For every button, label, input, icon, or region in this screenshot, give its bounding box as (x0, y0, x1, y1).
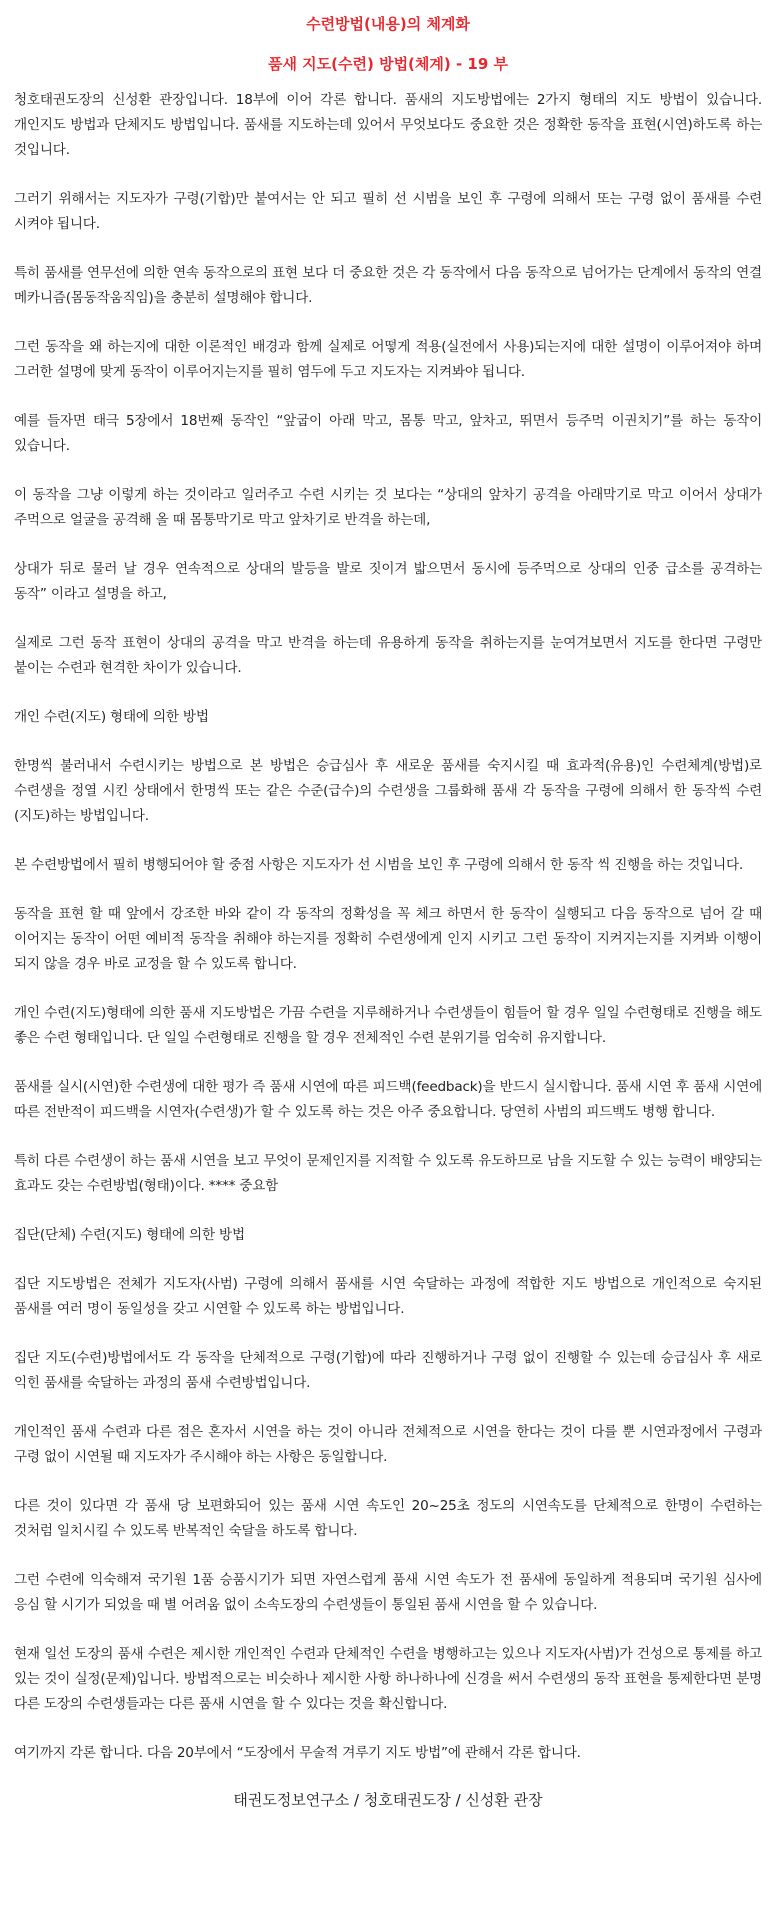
paragraph: 동작을 표현 할 때 앞에서 강조한 바와 같이 각 동작의 정확성을 꼭 체크 하면서 한 동작이 실행되고 다음 동작으로 넘어 갈 때 이어지는 동작이 어떤 예비적 동작을 취해야 하는지를 정확히 수련생에게 인지 시키고 그런 동작이 지켜지는지를 지켜봐 이행이 되지 않을 경우 바로 교정을 할 수 있도록 합니다. (14, 906, 762, 972)
paragraph: 특히 품새를 연무선에 의한 연속 동작으로의 표현 보다 더 중요한 것은 각 동작에서 다음 동작으로 넘어가는 단계에서 동작의 연결 메카니즘(몸동작움직임)을 충분히 설명해야 합니다. (14, 265, 762, 306)
paragraph: 집단 지도(수련)방법에서도 각 동작을 단체적으로 구령(기합)에 따라 진행하거나 구령 없이 진행할 수 있는데 승급심사 후 새로 익힌 품새를 숙달하는 과정의 품새 수련방법입니다. (14, 1350, 762, 1391)
paragraph: 현재 일선 도장의 품새 수련은 제시한 개인적인 수련과 단체적인 수련을 병행하고는 있으나 지도자(사범)가 건성으로 통제를 하고 있는 것이 실정(문제)입니다. 방법적으로는 비슷하나 제시한 사항 하나하나에 신경을 써서 수련생의 동작 표현을 통제한다면 분명 다른 도장의 수련생들과는 다른 품새 시연을 할 수 있다는 것을 확신합니다. (14, 1646, 762, 1712)
paragraph: 품새를 실시(시연)한 수련생에 대한 평가 즉 품새 시연에 따른 피드백(feedback)을 반드시 실시합니다. 품새 시연 후 품새 시연에 따른 전반적이 피드백을 시연자(수련생)가 할 수 있도록 하는 것은 아주 중요합니다. 당연히 사범의 피드백도 병행 합니다. (14, 1079, 762, 1120)
paragraph: 상대가 뒤로 물러 날 경우 연속적으로 상대의 발등을 발로 짓이겨 밟으면서 동시에 등주먹으로 상대의 인중 급소를 공격하는 동작” 이라고 설명을 하고, (14, 561, 762, 602)
paragraph: 실제로 그런 동작 표현이 상대의 공격을 막고 반격을 하는데 유용하게 동작을 취하는지를 눈여겨보면서 지도를 한다면 구령만 붙이는 수련과 현격한 차이가 있습니다. (14, 635, 762, 676)
author-credit: 태권도정보연구소 / 청호태권도장 / 신성환 관장 (233, 1791, 543, 1809)
section-heading-individual: 개인 수련(지도) 형태에 의한 방법 (14, 709, 209, 725)
paragraph: 개인적인 품새 수련과 다른 점은 혼자서 시연을 하는 것이 아니라 전체적으로 시연을 한다는 것이 다를 뿐 시연과정에서 구령과 구령 없이 시연될 때 지도자가 주시해야 하는 사항은 동일합니다. (14, 1424, 762, 1465)
paragraph: 개인 수련(지도)형태에 의한 품새 지도방법은 가끔 수련을 지루해하거나 수련생들이 힘들어 할 경우 일일 수련형태로 진행을 해도 좋은 수련 형태입니다. 단 일일 수련형태로 진행을 할 경우 전체적인 수련 분위기를 엄숙히 유지합니다. (14, 1005, 762, 1046)
paragraph: 본 수련방법에서 필히 병행되어야 할 중점 사항은 지도자가 선 시범을 보인 후 구령에 의해서 한 동작 씩 진행을 하는 것입니다. (14, 857, 743, 873)
paragraph-intro: 청호태권도장의 신성환 관장입니다. 18부에 이어 각론 합니다. 품새의 지도방법에는 2가지 형태의 지도 방법이 있습니다. 개인지도 방법과 단체지도 방법입니다. 품새를 지도하는데 있어서 무엇보다도 중요한 것은 정확한 동작을 표현(시연)하도록 하는 것입니다. (14, 92, 762, 158)
page-subtitle: 품새 지도(수련) 방법(체계) - 19 부 (267, 55, 509, 73)
paragraph: 그러기 위해서는 지도자가 구령(기합)만 붙여서는 안 되고 필히 선 시범을 보인 후 구령에 의해서 또는 구령 없이 품새를 수련 시켜야 됩니다. (14, 191, 762, 232)
paragraph: 집단 지도방법은 전체가 지도자(사범) 구령에 의해서 품새를 시연 숙달하는 과정에 적합한 지도 방법으로 개인적으로 숙지된 품새를 여러 명이 동일성을 갖고 시연할 수 있도록 하는 방법입니다. (14, 1276, 762, 1317)
article-body (14, 88, 762, 1766)
page-title: 수련방법(내용)의 체계화 (306, 15, 470, 33)
paragraph: 이 동작을 그냥 이렇게 하는 것이라고 일러주고 수련 시키는 것 보다는 “상대의 앞차기 공격을 아래막기로 막고 이어서 상대가 주먹으로 얼굴을 공격해 올 때 몸통막기로 막고 앞차기로 반격을 하는데, (14, 487, 762, 528)
paragraph: 그런 동작을 왜 하는지에 대한 이론적인 배경과 함께 실제로 어떻게 적용(실전에서 사용)되는지에 대한 설명이 이루어져야 하며 그러한 설명에 맞게 동작이 이루어지는지를 필히 염두에 두고 지도자는 지켜봐야 됩니다. (14, 339, 762, 380)
paragraph: 한명씩 불러내서 수련시키는 방법으로 본 방법은 승급심사 후 새로운 품새를 숙지시킬 때 효과적(유용)인 수련체계(방법)로 수련생을 정열 시킨 상태에서 한명씩 또는 같은 수준(급수)의 수련생을 그룹화해 품새 각 동작을 구령에 의해서 한 동작씩 수련(지도)하는 방법입니다. (14, 758, 762, 824)
paragraph: 특히 다른 수련생이 하는 품새 시연을 보고 무엇이 문제인지를 지적할 수 있도록 유도하므로 남을 지도할 수 있는 능력이 배양되는 효과도 갖는 수련방법(형태)이다. **** 중요함 (14, 1153, 762, 1194)
paragraph: 그런 수련에 익숙해져 국기원 1품 승품시기가 되면 자연스럽게 품새 시연 속도가 전 품새에 동일하게 적용되며 국기원 심사에 응심 할 시기가 되었을 때 별 어려움 없이 소속도장의 수련생들이 통일된 품새 시연을 할 수 있습니다. (14, 1572, 762, 1613)
paragraph: 다른 것이 있다면 각 품새 당 보편화되어 있는 품새 시연 속도인 20~25초 정도의 시연속도를 단체적으로 한명이 수련하는 것처럼 일치시킬 수 있도록 반복적인 숙달을 하도록 합니다. (14, 1498, 762, 1539)
section-heading-group: 집단(단체) 수련(지도) 형태에 의한 방법 (14, 1227, 245, 1243)
paragraph-closing: 여기까지 각론 합니다. 다음 20부에서 “도장에서 무술적 겨루기 지도 방법”에 관해서 각론 합니다. (14, 1745, 581, 1761)
paragraph: 예를 들자면 태극 5장에서 18번째 동작인 “앞굽이 아래 막고, 몸통 막고, 앞차고, 뛰면서 등주먹 이권치기”를 하는 동작이 있습니다. (14, 413, 762, 454)
